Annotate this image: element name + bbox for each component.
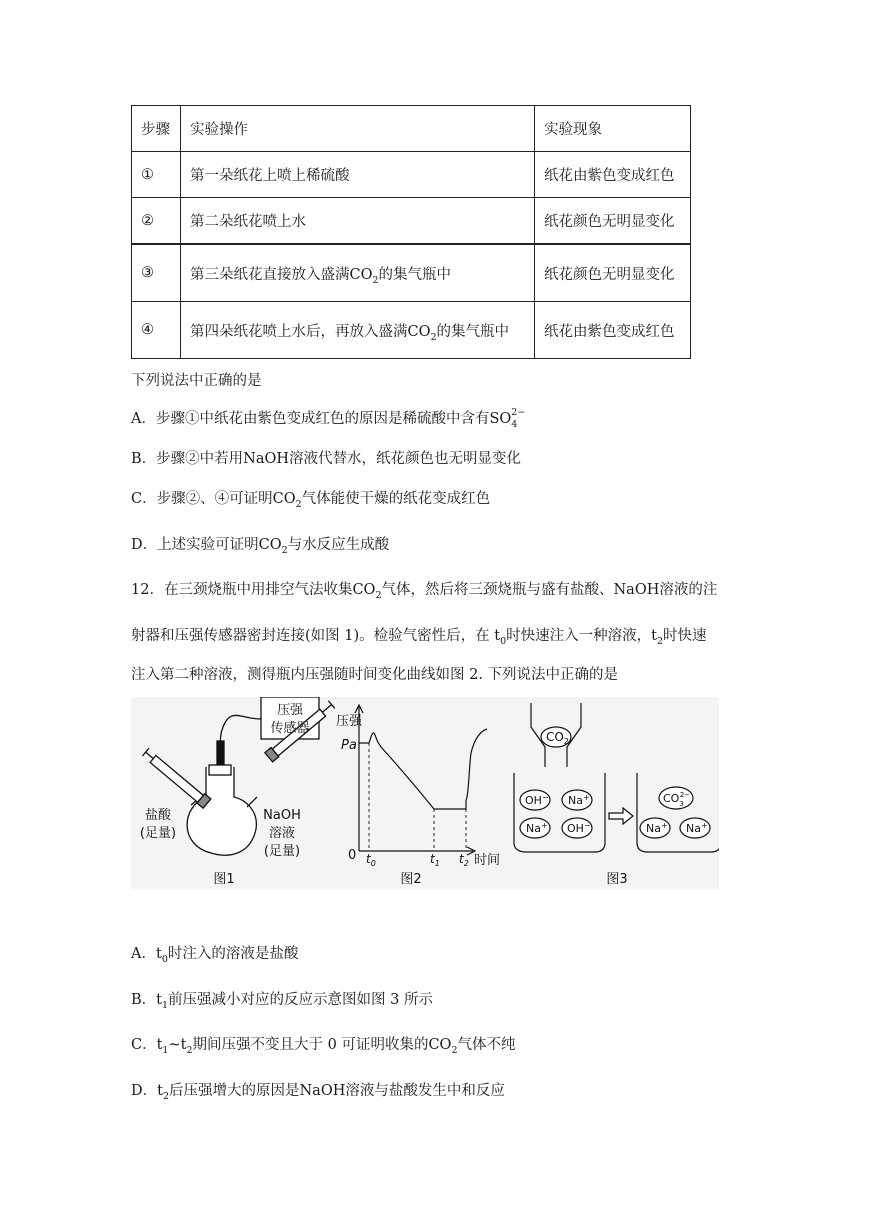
q11-option-d: D．上述实验可证明$CO_2$与水反应生成酸	[131, 537, 390, 556]
step-number: ④	[132, 302, 181, 359]
experiment-table	[131, 105, 691, 359]
q12-option-c: C．$t_1\sim t_2$期间压强不变且大于 0 可证明收集的$CO_2$气体不纯	[131, 1037, 516, 1056]
phenomenon: 纸花颜色无明显变化	[535, 244, 691, 302]
fig1-left-label-2: (足量)	[139, 826, 177, 841]
q12-stem-line2: 射器和压强传感器密封连接(如图 1)。检验气密性后，在 $t_0$时快速注入一种溶液，$t_2$时快速	[131, 628, 707, 647]
fig3-co3: $CO_32-$	[663, 791, 691, 808]
q12-stem-line1: 12．在三颈烧瓶中用排空气法收集$CO_2$气体，然后将三颈烧瓶与盛有盐酸、NaOH溶液的注	[131, 582, 718, 601]
q11-option-b: B．步骤②中若用NaOH溶液代替水，纸花颜色也无明显变化	[131, 451, 522, 467]
fig3-na-2: Na+	[526, 821, 548, 835]
fig2-xlabel: 时间	[474, 853, 501, 868]
q12-option-d: D．$t_2$后压强增大的原因是NaOH溶液与盐酸发生中和反应	[131, 1083, 505, 1102]
table-header-row	[132, 106, 691, 152]
header-operation: 实验操作	[181, 106, 535, 152]
fig1-left-label-1: 盐酸	[144, 808, 172, 823]
fig2-t1: $t_1$	[430, 852, 440, 868]
table-row	[132, 302, 691, 359]
table-row	[132, 244, 691, 302]
fig2-ylabel: 压强	[336, 714, 363, 729]
fig3-oh-1: OH−	[525, 793, 549, 807]
operation: 第二朵纸花喷上水	[181, 198, 535, 245]
step-number: ②	[132, 198, 181, 245]
table-row	[132, 152, 691, 198]
fig3-na-4: Na+	[686, 821, 708, 835]
q11-option-a: A．步骤①中纸花由紫色变成红色的原因是稀硫酸中含有SO 2− 4	[131, 407, 526, 430]
middle-stopper	[209, 765, 231, 775]
fig2-t2: $t_2$	[459, 852, 469, 868]
fig1-caption: 图1	[213, 872, 235, 887]
fig3-oh-2: OH−	[567, 821, 591, 835]
operation: 第四朵纸花喷上水后，再放入盛满$CO_2$的集气瓶中	[181, 302, 535, 359]
fig1-right-label-1: NaOH	[263, 808, 301, 823]
phenomenon: 纸花由紫色变成红色	[535, 302, 691, 359]
q11-option-c: C．步骤②、④可证明$CO_2$气体能使干燥的纸花变成红色	[131, 491, 491, 510]
table-row	[132, 198, 691, 245]
q12-stem-line3: 注入第二种溶液，测得瓶内压强随时间变化曲线如图 2. 下列说法中正确的是	[131, 667, 619, 683]
figures-panel	[131, 697, 719, 889]
fig3-co2: $CO_2$	[546, 730, 569, 746]
q12-option-b: B．$t_1$前压强减小对应的反应示意图如图 3 所示	[131, 992, 433, 1011]
header-phenomenon: 实验现象	[535, 106, 691, 152]
fig2-t0: $t_0$	[366, 852, 376, 868]
step-number: ①	[132, 152, 181, 198]
q11-stem: 下列说法中正确的是	[131, 373, 262, 389]
fig3-caption: 图3	[606, 872, 628, 887]
fig1-sensor-label-2: 传感器	[270, 721, 310, 736]
fig1-sensor-label-1: 压强	[276, 703, 304, 718]
phenomenon: 纸花由紫色变成红色	[535, 152, 691, 198]
operation: 第一朵纸花上喷上稀硫酸	[181, 152, 535, 198]
fig2-caption: 图2	[400, 872, 422, 887]
phenomenon: 纸花颜色无明显变化	[535, 198, 691, 245]
operation: 第三朵纸花直接放入盛满$CO_2$的集气瓶中	[181, 244, 535, 302]
fig2-origin: 0	[348, 848, 357, 863]
fig1-right-label-3: (足量)	[263, 844, 301, 859]
fig3-na-1: Na+	[568, 793, 590, 807]
step-number: ③	[132, 244, 181, 302]
fig2-pa: Pa	[341, 738, 357, 753]
header-step: 步骤	[132, 106, 181, 152]
q12-option-a: A．$t_0$时注入的溶液是盐酸	[131, 946, 299, 965]
fig1-right-label-2: 溶液	[268, 826, 296, 841]
fig3-na-3: Na+	[646, 821, 668, 835]
